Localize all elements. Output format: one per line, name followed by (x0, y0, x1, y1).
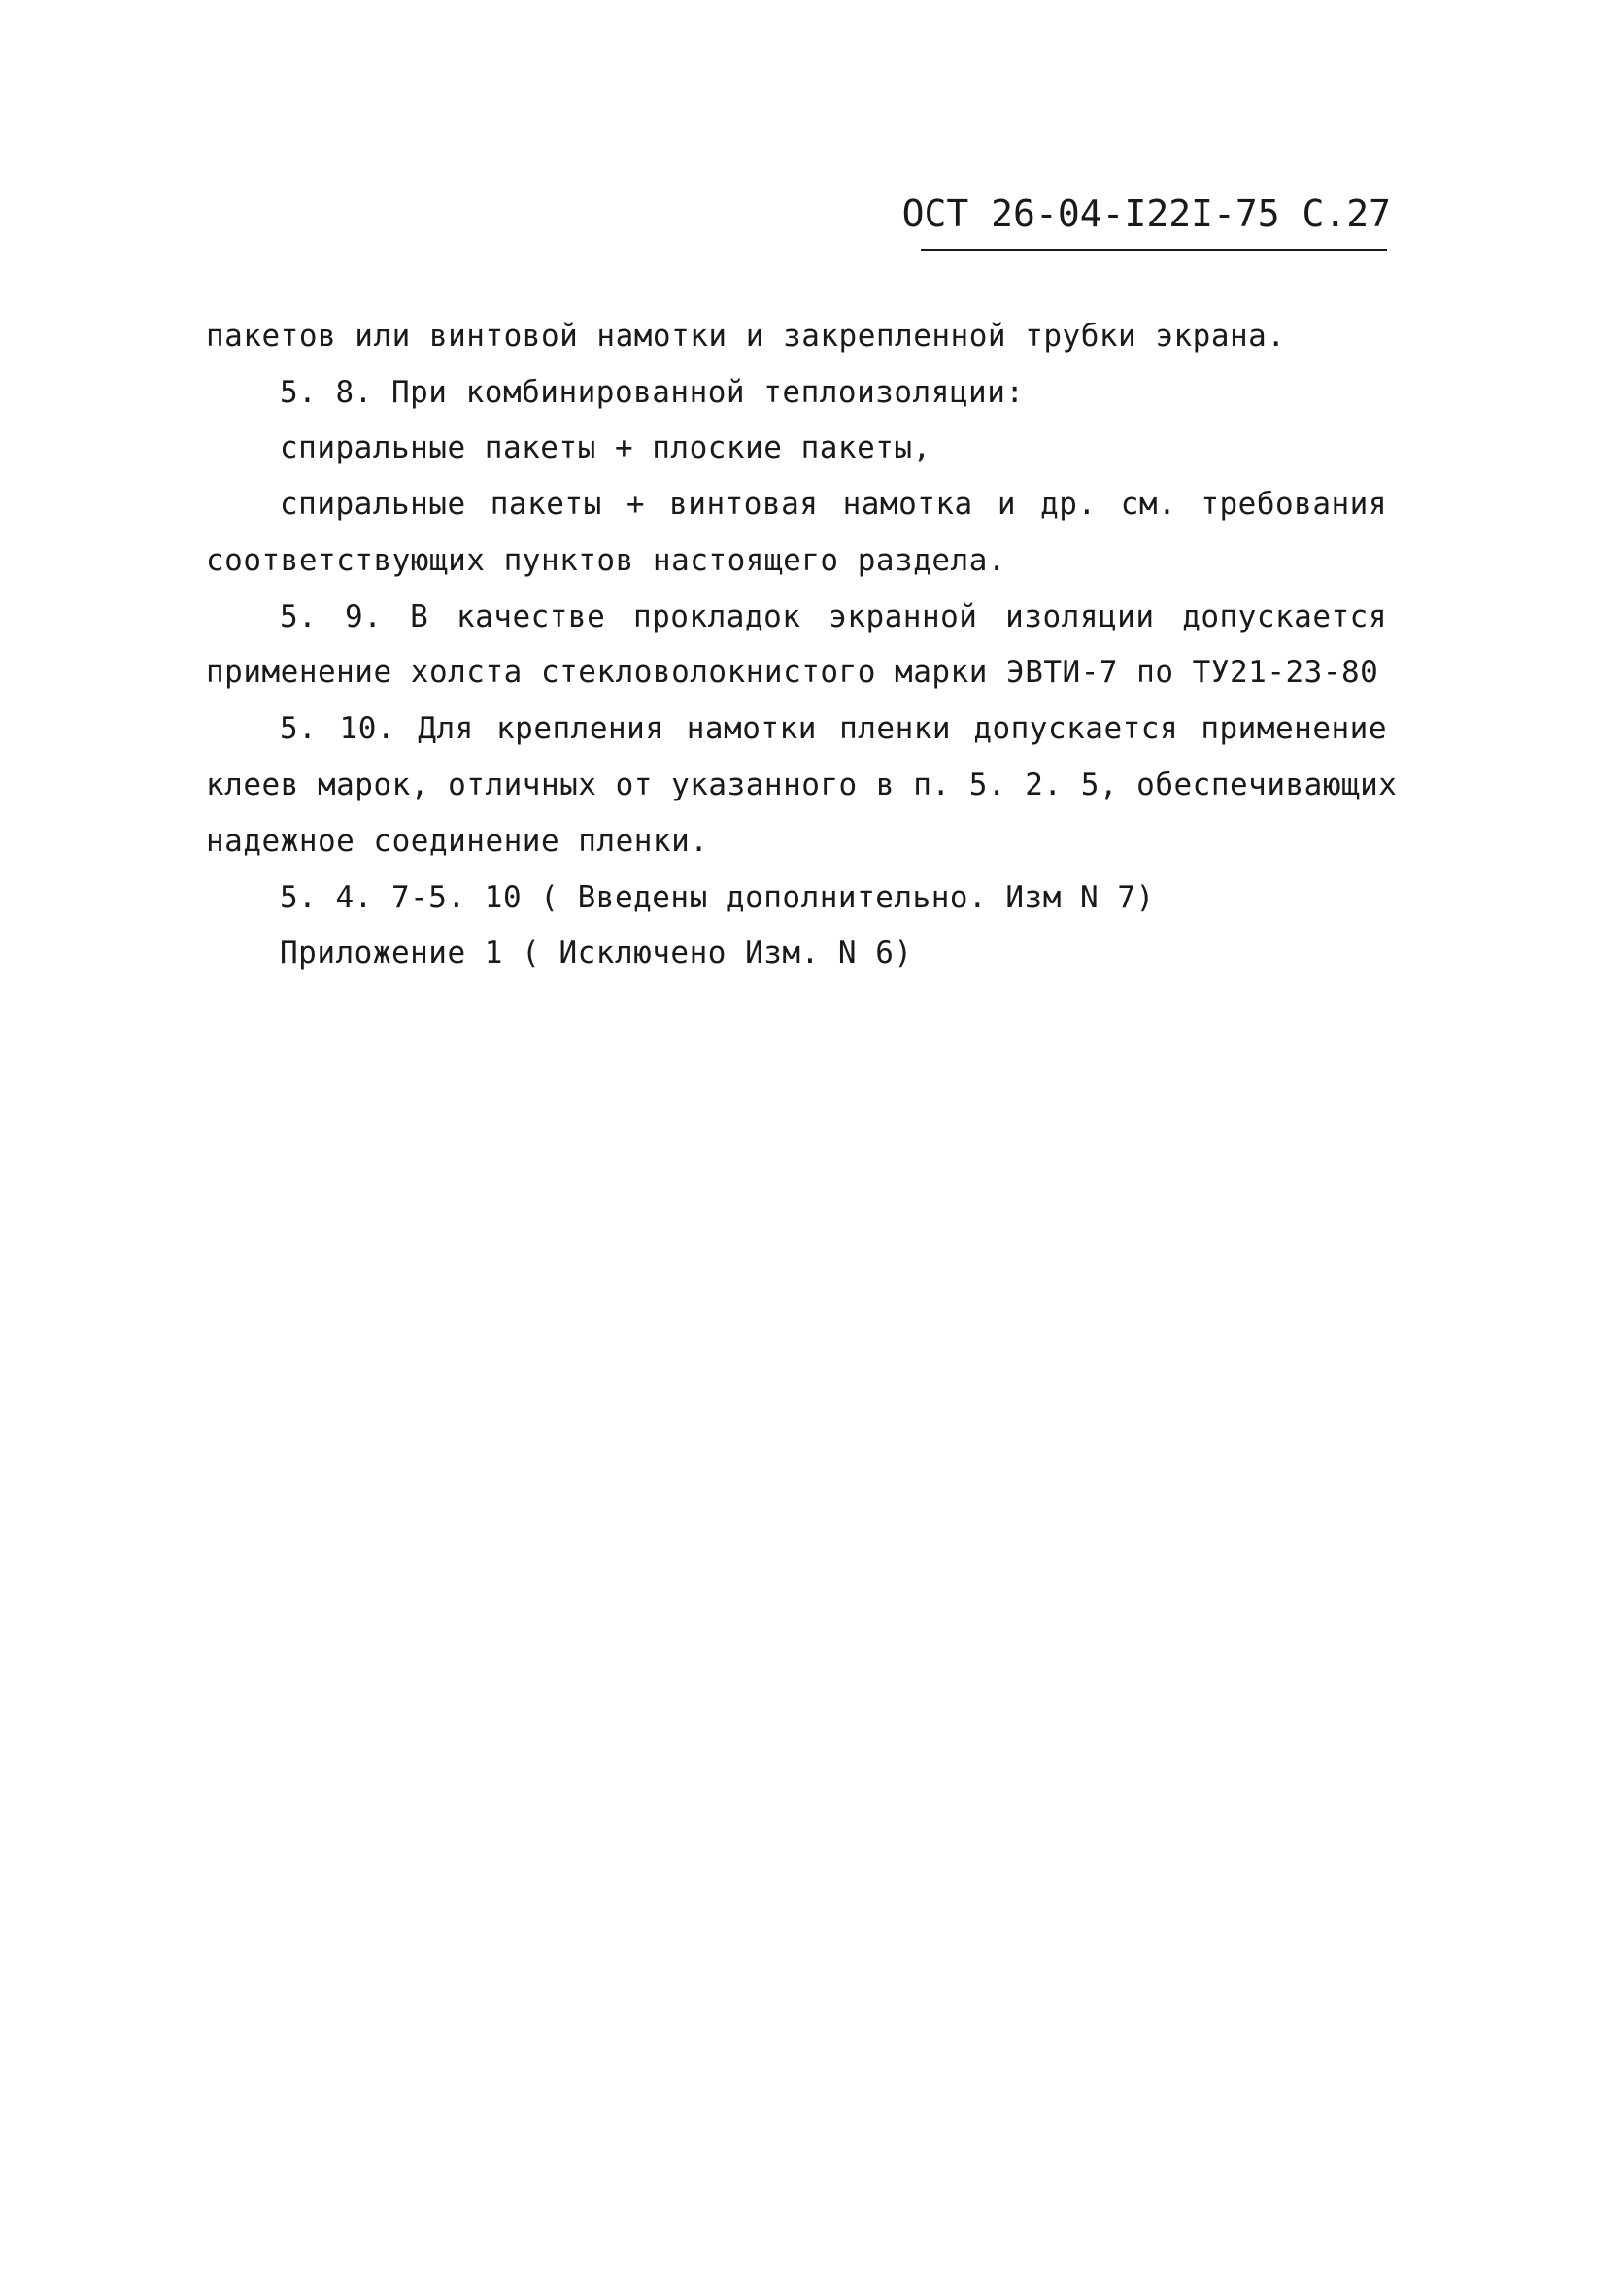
section-heading-5-9: 5. 9. В качестве прокладок экранной изоляции допускается (280, 599, 1387, 634)
text-line: надежное соединение пленки. (206, 824, 709, 859)
text-line: применение холста стекловолокнистого марки ЭВТИ-7 по ТУ21-23-80 (206, 655, 1379, 690)
document-code: ОСТ 26-04-I22I-75 С.27 (901, 192, 1391, 235)
appendix-note: Приложение 1 ( Исключено Изм. N 6) (280, 936, 913, 970)
header-underline (921, 249, 1387, 251)
text-line: спиральные пакеты + плоские пакеты, (280, 430, 931, 465)
text-line: соответствующих пунктов настоящего раздела. (206, 543, 1007, 578)
text-line: клеев марок, отличных от указанного в п. 5. 2. 5, обеспечивающих (206, 767, 1398, 802)
text-line: спиральные пакеты + винтовая намотка и др. см. требования (280, 487, 1387, 522)
section-heading-5-10: 5. 10. Для крепления намотки пленки допускается применение (280, 711, 1387, 746)
text-line: пакетов или винтовой намотки и закрепленной трубки экрана. (206, 319, 1286, 354)
amendment-note: 5. 4. 7-5. 10 ( Введены дополнительно. Изм N 7) (280, 880, 1155, 915)
section-heading-5-8: 5. 8. При комбинированной теплоизоляции: (280, 375, 1025, 410)
